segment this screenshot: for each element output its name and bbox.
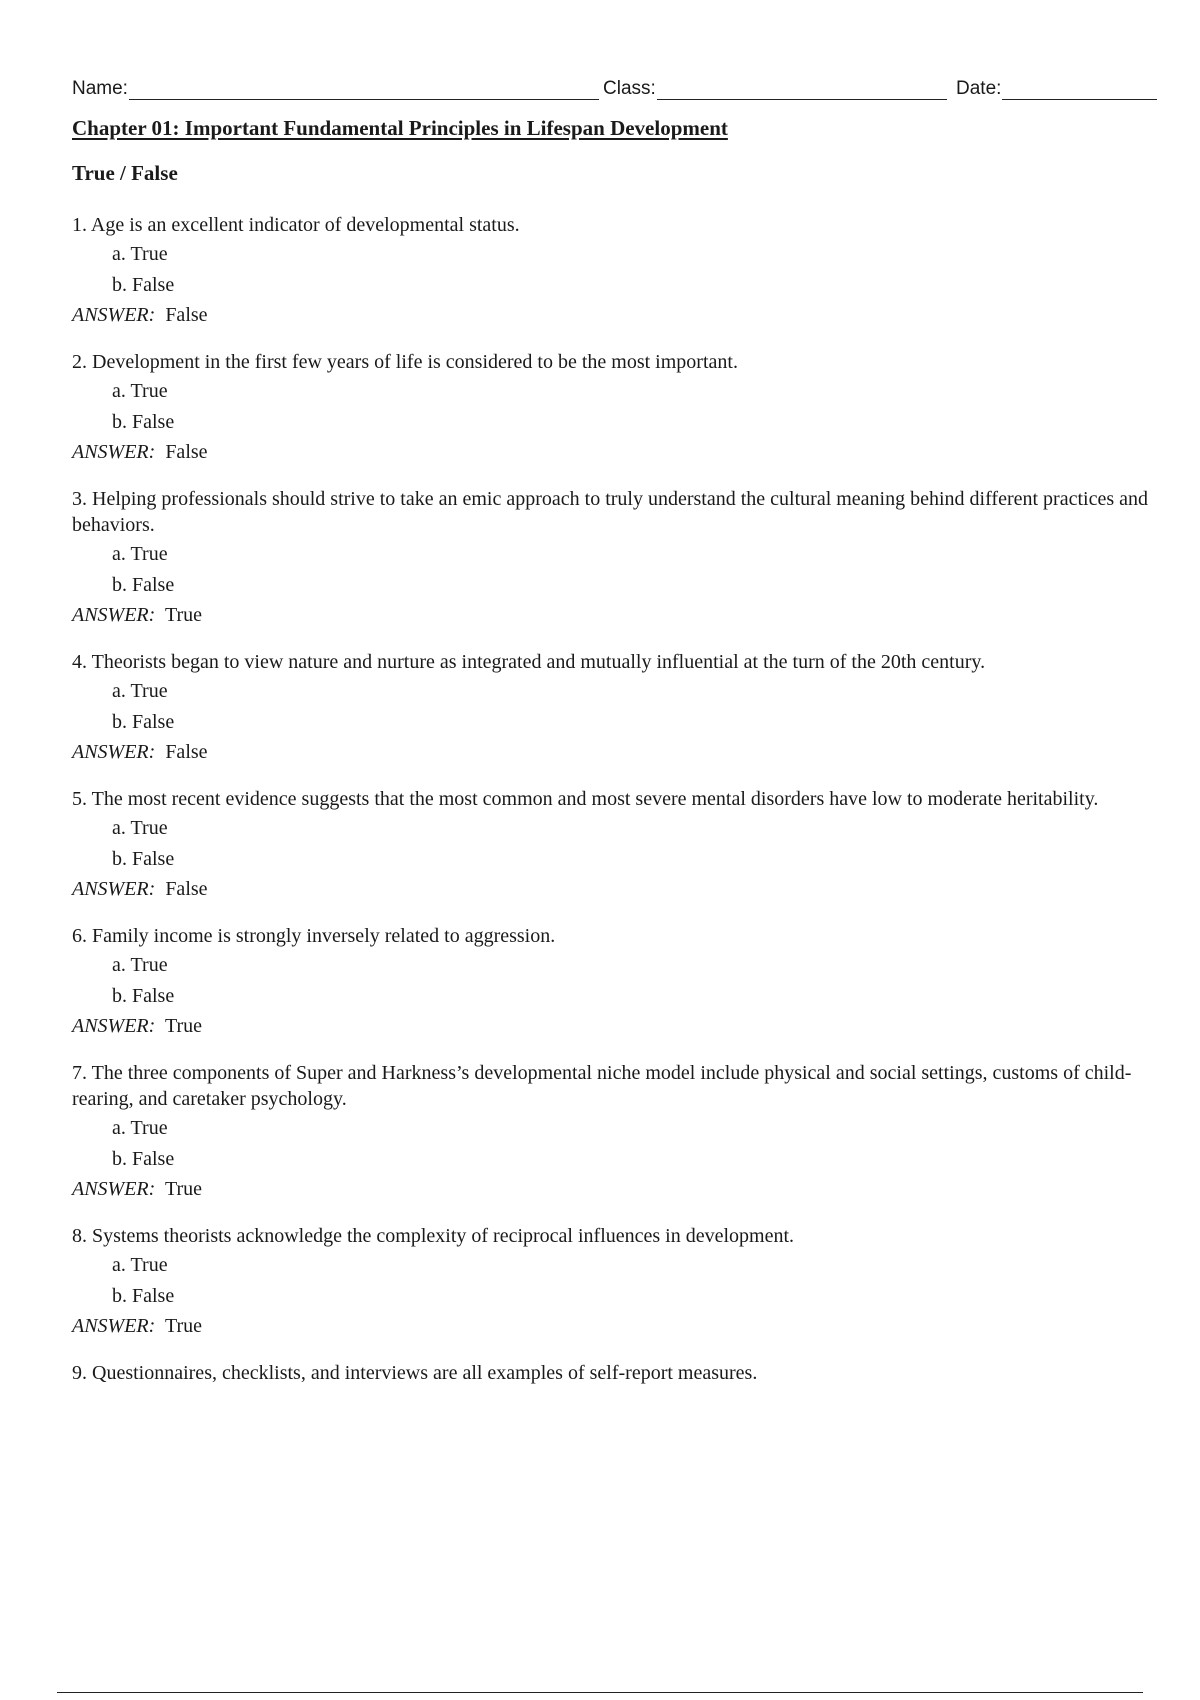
answer-option[interactable]: a. True xyxy=(112,543,168,565)
question-text: 3. Helping professionals should strive to take an emic approach to truly understand the cultural meaning behind different practices and behaviors. xyxy=(72,488,1148,536)
answer-option[interactable]: a. True xyxy=(112,817,168,839)
answer-option[interactable]: a. True xyxy=(112,954,168,976)
answer-option[interactable]: b. False xyxy=(112,985,175,1007)
question-text: 2. Development in the first few years of life is considered to be the most important. xyxy=(72,351,738,373)
answer-value: True xyxy=(164,1015,203,1037)
date-field[interactable] xyxy=(956,72,1162,100)
answer-label: ANSWER: xyxy=(72,304,156,326)
date-label: Date: xyxy=(956,78,1002,99)
header-fields xyxy=(72,72,1162,102)
section-title: True / False xyxy=(72,161,178,185)
question-item xyxy=(72,1060,1152,1204)
answer-option[interactable]: b. False xyxy=(112,848,175,870)
question-text: 9. Questionnaires, checklists, and interviews are all examples of self-report measures. xyxy=(72,1362,758,1384)
answer-value: False xyxy=(165,304,208,326)
question-item xyxy=(72,923,1152,1041)
question-item xyxy=(72,1360,1152,1386)
answer-label: ANSWER: xyxy=(72,741,156,763)
answer-line xyxy=(72,437,1152,467)
answer-option[interactable]: a. True xyxy=(112,1117,168,1139)
chapter-title: Chapter 01: Important Fundamental Principles in Lifespan Development xyxy=(72,116,728,140)
answer-option[interactable]: b. False xyxy=(112,411,175,433)
answer-line xyxy=(72,1011,1152,1041)
question-text: 8. Systems theorists acknowledge the complexity of reciprocal influences in development. xyxy=(72,1225,795,1247)
answer-option[interactable]: a. True xyxy=(112,380,168,402)
answer-line xyxy=(72,874,1152,904)
question-text: 7. The three components of Super and Harkness’s developmental niche model include physical and social settings, customs of child-rearing, and caretaker psychology. xyxy=(72,1062,1132,1110)
answer-label: ANSWER: xyxy=(72,1315,156,1337)
question-text: 5. The most recent evidence suggests that the most common and most severe mental disorders have low to moderate heritability. xyxy=(72,788,1099,810)
question-item xyxy=(72,786,1152,904)
answer-label: ANSWER: xyxy=(72,1015,156,1037)
answer-option[interactable]: a. True xyxy=(112,680,168,702)
answer-label: ANSWER: xyxy=(72,604,156,626)
question-item xyxy=(72,349,1152,467)
answer-label: ANSWER: xyxy=(72,878,156,900)
question-item xyxy=(72,486,1152,630)
question-text: 4. Theorists began to view nature and nurture as integrated and mutually influential at the turn of the 20th century. xyxy=(72,651,986,673)
name-label: Name: xyxy=(72,78,128,99)
question-item xyxy=(72,212,1152,330)
answer-option[interactable]: b. False xyxy=(112,574,175,596)
footer-divider xyxy=(57,1692,1143,1693)
class-label: Class: xyxy=(603,78,656,99)
question-text: 1. Age is an excellent indicator of developmental status. xyxy=(72,214,520,236)
answer-option[interactable]: b. False xyxy=(112,711,175,733)
answer-option[interactable]: b. False xyxy=(112,274,175,296)
answer-option[interactable]: b. False xyxy=(112,1285,175,1307)
answer-value: True xyxy=(164,1315,203,1337)
question-item xyxy=(72,649,1152,767)
answer-value: True xyxy=(164,604,203,626)
answer-line xyxy=(72,737,1152,767)
answer-value: True xyxy=(164,1178,203,1200)
name-blank-line[interactable] xyxy=(129,77,599,100)
question-text: 6. Family income is strongly inversely related to aggression. xyxy=(72,925,556,947)
answer-line xyxy=(72,300,1152,330)
answer-label: ANSWER: xyxy=(72,1178,156,1200)
class-blank-line[interactable] xyxy=(657,77,947,100)
class-field[interactable] xyxy=(603,72,953,100)
answer-option[interactable]: a. True xyxy=(112,243,168,265)
answer-line xyxy=(72,600,1152,630)
question-list xyxy=(72,212,1152,1405)
question-item xyxy=(72,1223,1152,1341)
answer-label: ANSWER: xyxy=(72,441,156,463)
answer-line xyxy=(72,1311,1152,1341)
answer-value: False xyxy=(165,441,208,463)
answer-option[interactable]: a. True xyxy=(112,1254,168,1276)
name-field[interactable] xyxy=(72,72,600,100)
answer-option[interactable]: b. False xyxy=(112,1148,175,1170)
answer-value: False xyxy=(165,878,208,900)
answer-value: False xyxy=(165,741,208,763)
date-blank-line[interactable] xyxy=(1002,77,1157,100)
answer-line xyxy=(72,1174,1152,1204)
